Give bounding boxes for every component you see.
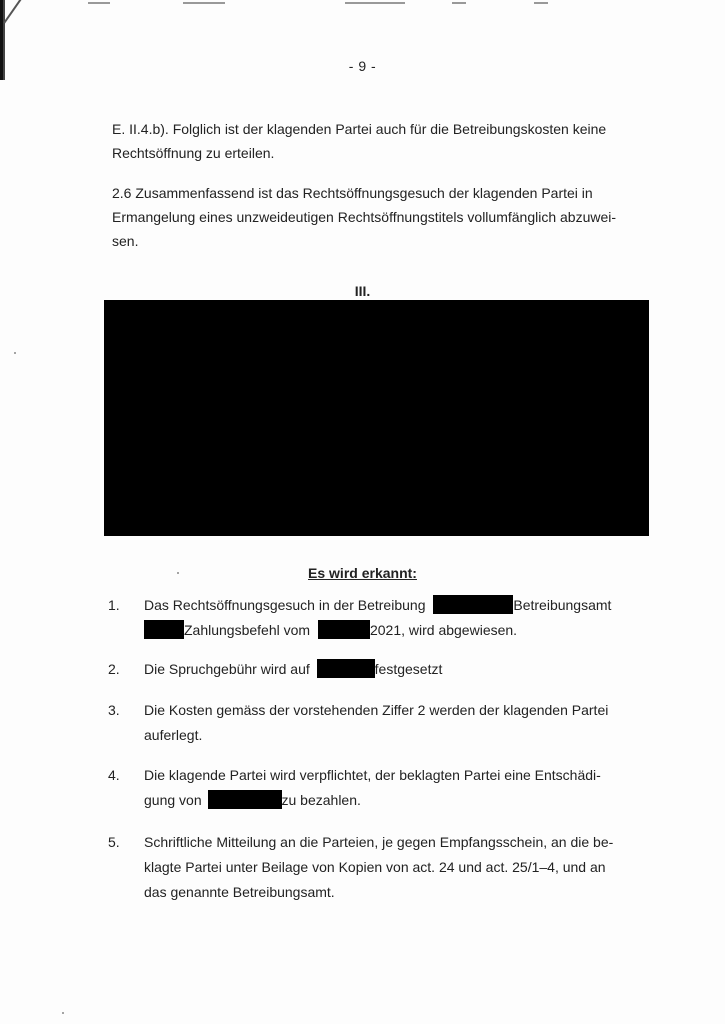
page-number: - 9 - bbox=[348, 58, 377, 74]
decision-item-2 bbox=[108, 657, 648, 682]
redaction-bar bbox=[317, 659, 375, 678]
item-line bbox=[144, 618, 644, 643]
scan-top-dash bbox=[88, 2, 110, 4]
text-line: Rechtsöffnung zu erteilen. bbox=[112, 145, 275, 161]
text-line: 2.6 Zusammenfassend ist das Rechtsöffnungsgesuch der klagenden Partei in bbox=[112, 185, 593, 201]
item-line bbox=[144, 788, 644, 813]
scan-top-dash bbox=[345, 2, 405, 4]
scan-speck bbox=[14, 352, 16, 354]
redaction-bar bbox=[144, 620, 184, 639]
item-line bbox=[144, 593, 644, 618]
item-body bbox=[144, 698, 644, 748]
item-text: festgesetzt bbox=[374, 661, 443, 677]
item-text: zu bezahlen. bbox=[281, 792, 361, 808]
text-line: sen. bbox=[112, 233, 139, 249]
item-text: Betreibungsamt bbox=[513, 597, 612, 613]
decision-item-1 bbox=[108, 593, 648, 643]
item-line: Die Kosten gemäss der vorstehenden Ziffer 2 werden der klagenden Partei bbox=[144, 702, 609, 718]
decision-item-4 bbox=[108, 763, 648, 813]
item-line: auferlegt. bbox=[144, 727, 203, 743]
decision-item-3 bbox=[108, 698, 648, 748]
item-text: Die Spruchgebühr wird auf bbox=[144, 661, 310, 677]
text-line: Ermangelung eines unzweideutigen Rechtsöffnungstitels vollumfänglich abzuwei- bbox=[112, 209, 617, 225]
item-body bbox=[144, 830, 644, 905]
redaction-bar bbox=[433, 595, 513, 614]
scan-speck bbox=[177, 572, 179, 574]
redaction-bar bbox=[318, 620, 370, 639]
redaction-bar bbox=[208, 790, 282, 809]
item-body bbox=[144, 763, 644, 813]
item-text: Zahlungsbefehl vom bbox=[184, 622, 311, 638]
item-text: 2021, wird abgewiesen. bbox=[369, 622, 518, 638]
decision-heading: Es wird erkannt: bbox=[308, 565, 417, 581]
item-line: Die klagende Partei wird verpflichtet, der beklagten Partei eine Entschädi- bbox=[144, 767, 601, 783]
item-line: Schriftliche Mitteilung an die Parteien, je gegen Empfangsschein, an die be- bbox=[144, 834, 614, 850]
item-text: gung von bbox=[144, 792, 202, 808]
item-line: klagte Partei unter Beilage von Kopien von act. 24 und act. 25/1–4, und an bbox=[144, 859, 606, 875]
scan-top-dash bbox=[183, 2, 225, 4]
text-line: E. II.4.b). Folglich ist der klagenden Partei auch für die Betreibungskosten keine bbox=[112, 121, 607, 137]
item-body bbox=[144, 657, 644, 682]
redaction-block bbox=[104, 300, 649, 536]
item-line: das genannte Betreibungsamt. bbox=[144, 884, 335, 900]
scan-top-dash bbox=[452, 2, 466, 4]
paragraph-conclusion-costs bbox=[112, 117, 642, 165]
scan-top-dash bbox=[534, 2, 548, 4]
decision-item-5 bbox=[108, 830, 648, 905]
item-number: 3. bbox=[108, 702, 120, 718]
item-number: 1. bbox=[108, 597, 120, 613]
paragraph-2-6-summary bbox=[112, 181, 642, 253]
item-number: 4. bbox=[108, 767, 120, 783]
item-body bbox=[144, 593, 644, 643]
scan-speck bbox=[62, 1012, 64, 1014]
section-numeral: III. bbox=[354, 283, 371, 299]
item-number: 2. bbox=[108, 661, 120, 677]
item-number: 5. bbox=[108, 834, 120, 850]
item-text: Das Rechtsöffnungsgesuch in der Betreibung bbox=[144, 597, 426, 613]
